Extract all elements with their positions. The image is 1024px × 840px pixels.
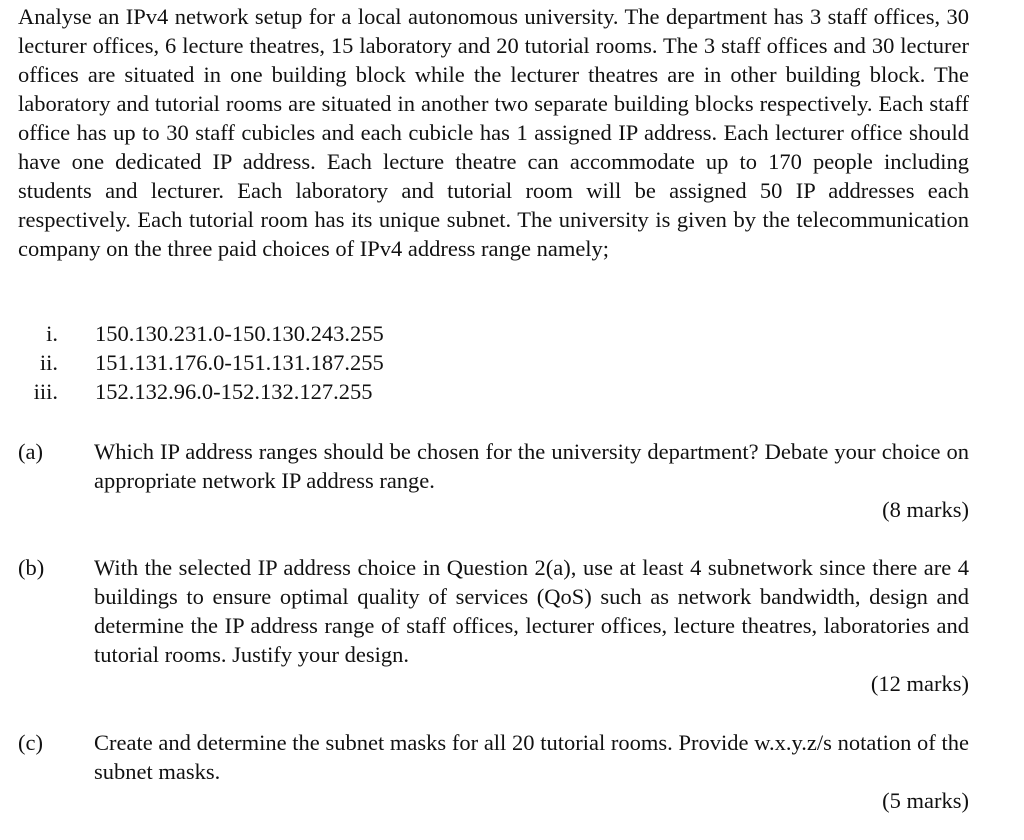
ip-range-text: 150.130.231.0-150.130.243.255 <box>95 321 384 346</box>
ip-range-text: 151.131.176.0-151.131.187.255 <box>95 350 384 375</box>
question-marks: (5 marks) <box>882 788 969 813</box>
question-label: (b) <box>18 555 45 580</box>
question-text: Which IP address ranges should be chosen for the university department? Debate your choice on appropriate network IP address range. <box>94 439 969 493</box>
list-numeral: iii. <box>33 379 58 404</box>
question-text: With the selected IP address choice in Question 2(a), use at least 4 subnetwork since there are 4 buildings to ensure optimal quality of services (QoS) such as network bandwidth, design and determine the IP address range of staff offices, lecturer offices, lecture theatres, laboratories and tutorial rooms. Justify your design. <box>94 555 969 667</box>
question-text: Create and determine the subnet masks for all 20 tutorial rooms. Provide w.x.y.z/s notation of the subnet masks. <box>94 730 969 784</box>
ip-range-item <box>0 319 1024 348</box>
list-numeral: i. <box>46 321 58 346</box>
question-marks: (12 marks) <box>870 671 969 696</box>
question-label: (a) <box>18 439 43 464</box>
intro-paragraph: Analyse an IPv4 network setup for a local autonomous university. The department has 3 staff offices, 30 lecturer offices, 6 lecture theatres, 15 laboratory and 20 tutorial rooms. The 3 staff offices and 30 lecturer offices are situated in one building block while the lecturer theatres are in other building block. The laboratory and tutorial rooms are situated in another two separate building blocks respectively. Each staff office has up to 30 staff cubicles and each cubicle has 1 assigned IP address. Each lecturer office should have one dedicated IP address. Each lecture theatre can accommodate up to 170 people including students and lecturer. Each laboratory and tutorial room will be assigned 50 IP addresses each respectively. Each tutorial room has its unique subnet. The university is given by the telecommunication company on the three paid choices of IPv4 address range namely; <box>18 4 969 261</box>
list-numeral: ii. <box>39 350 58 375</box>
ip-range-item <box>0 377 1024 406</box>
ip-range-item <box>0 348 1024 377</box>
ip-range-text: 152.132.96.0-152.132.127.255 <box>95 379 373 404</box>
question-label: (c) <box>18 730 43 755</box>
ip-range-list <box>0 319 1024 406</box>
question-marks: (8 marks) <box>882 497 969 522</box>
